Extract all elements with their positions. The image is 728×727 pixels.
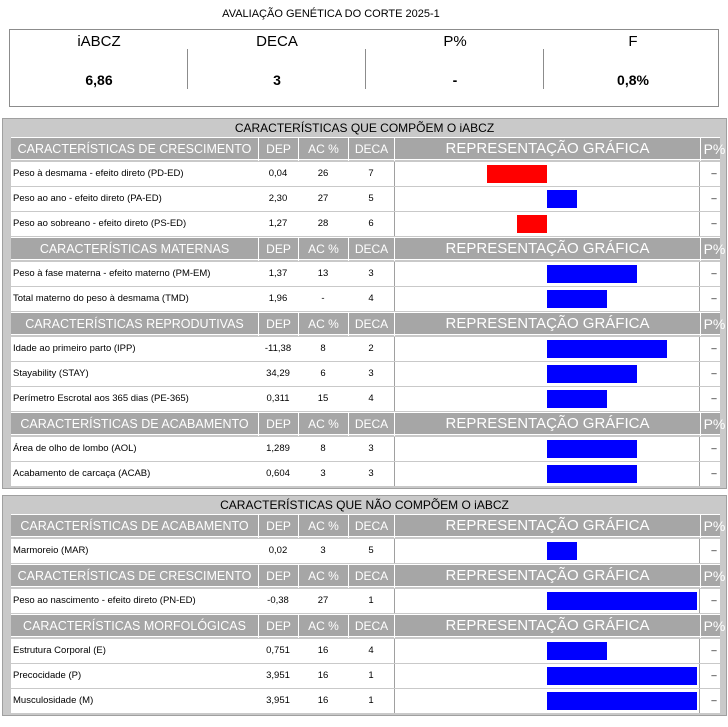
positive-bar [547,390,607,408]
dep-value: 34,29 [266,368,290,379]
column-dep: DEP [258,313,298,336]
table-row [11,387,720,412]
trait-name: Total materno do peso à desmama (TMD) [13,293,189,304]
column-representation: REPRESENTAÇÃO GRÁFICA [394,515,700,538]
column-deca: DECA [348,413,394,436]
deca-value: 1 [368,695,374,706]
graphic-cell [394,462,700,486]
group-title: CARACTERÍSTICAS DE ACABAMENTO [20,417,249,431]
graphic-cell [394,539,700,563]
graphic-cell [394,187,700,211]
ac-value: 16 [317,695,329,706]
trait-name: Acabamento de carcaça (ACAB) [13,468,151,479]
p-value: – [711,645,717,656]
positive-bar [547,642,607,660]
column-ac: AC % [298,615,348,638]
table-row [11,187,720,212]
dep-value: -11,38 [264,343,292,354]
group-title: CARACTERÍSTICAS DE CRESCIMENTO [17,142,252,156]
group-title: CARACTERÍSTICAS DE CRESCIMENTO [17,569,252,583]
group-header [11,137,726,160]
column-ac: AC % [298,313,348,336]
ac-value: - [321,293,325,304]
ac-value: 15 [317,393,329,404]
summary-label: iABCZ [77,33,121,50]
deca-value: 3 [368,368,374,379]
ac-value: 8 [320,443,326,454]
ac-value: 27 [317,595,329,606]
ac-value: 26 [317,168,329,179]
p-value: – [711,670,717,681]
table-row [11,362,720,387]
trait-name: Idade ao primeiro parto (IPP) [13,343,136,354]
dep-value: 1,96 [268,293,288,304]
deca-value: 4 [368,393,374,404]
ac-value: 16 [317,670,329,681]
p-value: – [711,393,717,404]
deca-value: 7 [368,168,374,179]
p-value: – [711,545,717,556]
trait-name: Marmoreio (MAR) [13,545,89,556]
trait-name: Musculosidade (M) [13,695,94,706]
group-title: CARACTERÍSTICAS DE ACABAMENTO [20,519,249,533]
ac-value: 6 [320,368,326,379]
table-row [11,162,720,187]
column-dep: DEP [258,138,298,161]
column-dep: DEP [258,565,298,588]
summary-iabcz [10,30,188,108]
summary-f [544,30,722,108]
graphic-cell [394,589,700,613]
table-row [11,539,720,564]
graphic-cell [394,212,700,236]
deca-value: 1 [368,595,374,606]
positive-bar [547,440,637,458]
section-title: CARACTERÍSTICAS QUE NÃO COMPÕEM O iABCZ [220,498,509,512]
summary-value: - [452,72,458,88]
section-title: CARACTERÍSTICAS QUE COMPÕEM O iABCZ [234,121,495,135]
column-p: P% [700,238,728,261]
column-p: P% [700,313,728,336]
column-p: P% [700,565,728,588]
p-value: – [711,468,717,479]
column-representation: REPRESENTAÇÃO GRÁFICA [394,413,700,436]
column-representation: REPRESENTAÇÃO GRÁFICA [394,313,700,336]
dep-value: 1,27 [268,218,288,229]
trait-name: Peso à fase materna - efeito materno (PM-EM) [13,268,211,279]
negative-bar [517,215,547,233]
positive-bar [547,265,637,283]
table-row [11,437,720,462]
summary-deca [188,30,366,108]
trait-name: Peso à desmama - efeito direto (PD-ED) [13,168,184,179]
dep-value: 0,04 [268,168,288,179]
positive-bar [547,692,697,710]
summary-p [366,30,544,108]
p-value: – [711,268,717,279]
trait-name: Peso ao sobreano - efeito direto (PS-ED) [13,218,187,229]
p-value: – [711,168,717,179]
dep-value: 0,604 [266,468,290,479]
graphic-cell [394,337,700,361]
table-row [11,212,720,237]
column-dep: DEP [258,515,298,538]
ac-value: 27 [317,193,329,204]
dep-value: 1,289 [266,443,290,454]
graphic-cell [394,689,700,713]
p-value: – [711,695,717,706]
positive-bar [547,465,637,483]
deca-value: 5 [368,193,374,204]
deca-value: 1 [368,670,374,681]
column-deca: DECA [348,138,394,161]
group-title: CARACTERÍSTICAS MORFOLÓGICAS [23,619,246,633]
graphic-cell [394,437,700,461]
group-title: CARACTERÍSTICAS MATERNAS [39,242,230,256]
column-representation: REPRESENTAÇÃO GRÁFICA [394,238,700,261]
graphic-cell [394,664,700,688]
graphic-cell [394,287,700,311]
column-ac: AC % [298,238,348,261]
group-header [11,312,726,335]
graphic-cell [394,262,700,286]
ac-value: 16 [317,645,329,656]
page-title: AVALIAÇÃO GENÉTICA DO CORTE 2025-1 [222,8,440,20]
deca-value: 5 [368,545,374,556]
positive-bar [547,340,667,358]
summary-value: 0,8% [617,72,649,88]
summary-label: F [628,33,638,50]
column-p: P% [700,413,728,436]
column-ac: AC % [298,138,348,161]
positive-bar [547,542,577,560]
ac-value: 3 [320,545,326,556]
group-header [11,237,726,260]
deca-value: 3 [368,468,374,479]
dep-value: 0,311 [266,393,290,404]
summary-label: DECA [256,33,298,50]
table-row [11,262,720,287]
ac-value: 28 [317,218,329,229]
positive-bar [547,365,637,383]
trait-name: Perímetro Escrotal aos 365 dias (PE-365) [13,393,189,404]
column-deca: DECA [348,565,394,588]
p-value: – [711,595,717,606]
column-ac: AC % [298,515,348,538]
dep-value: 1,37 [268,268,288,279]
column-ac: AC % [298,413,348,436]
p-value: – [711,368,717,379]
trait-name: Peso ao nascimento - efeito direto (PN-ED) [13,595,196,606]
column-representation: REPRESENTAÇÃO GRÁFICA [394,615,700,638]
deca-value: 4 [368,293,374,304]
column-representation: REPRESENTAÇÃO GRÁFICA [394,138,700,161]
group-header [11,514,726,537]
column-deca: DECA [348,238,394,261]
deca-value: 3 [368,443,374,454]
summary-value: 3 [273,72,281,88]
column-p: P% [700,515,728,538]
table-row [11,462,720,487]
dep-value: -0,38 [267,595,289,606]
column-ac: AC % [298,565,348,588]
table-row [11,589,720,614]
column-dep: DEP [258,615,298,638]
section-2 [2,495,727,716]
positive-bar [547,190,577,208]
graphic-cell [394,387,700,411]
column-deca: DECA [348,515,394,538]
positive-bar [547,290,607,308]
summary-label: P% [443,33,467,50]
positive-bar [547,592,697,610]
column-deca: DECA [348,313,394,336]
column-deca: DECA [348,615,394,638]
p-value: – [711,218,717,229]
column-dep: DEP [258,413,298,436]
graphic-cell [394,162,700,186]
ac-value: 3 [320,468,326,479]
summary-panel [9,29,719,107]
trait-name: Stayability (STAY) [13,368,89,379]
graphic-cell [394,639,700,663]
p-value: – [711,443,717,454]
trait-name: Estrutura Corporal (E) [13,645,106,656]
trait-name: Peso ao ano - efeito direto (PA-ED) [13,193,162,204]
table-row [11,639,720,664]
ac-value: 13 [317,268,329,279]
table-row [11,664,720,689]
deca-value: 4 [368,645,374,656]
ac-value: 8 [320,343,326,354]
dep-value: 0,751 [266,645,290,656]
trait-name: Precocidade (P) [13,670,82,681]
dep-value: 3,951 [266,670,290,681]
column-p: P% [700,138,728,161]
table-row [11,287,720,312]
deca-value: 6 [368,218,374,229]
table-row [11,689,720,714]
group-header [11,614,726,637]
p-value: – [711,193,717,204]
group-title: CARACTERÍSTICAS REPRODUTIVAS [25,317,244,331]
p-value: – [711,293,717,304]
positive-bar [547,667,697,685]
column-dep: DEP [258,238,298,261]
group-header [11,412,726,435]
dep-value: 3,951 [266,695,290,706]
column-representation: REPRESENTAÇÃO GRÁFICA [394,565,700,588]
group-header [11,564,726,587]
dep-value: 0,02 [268,545,288,556]
trait-name: Área de olho de lombo (AOL) [13,443,137,454]
p-value: – [711,343,717,354]
deca-value: 2 [368,343,374,354]
table-row [11,337,720,362]
summary-value: 6,86 [85,72,113,88]
column-p: P% [700,615,728,638]
dep-value: 2,30 [268,193,288,204]
deca-value: 3 [368,268,374,279]
section-1 [2,118,727,489]
negative-bar [487,165,547,183]
graphic-cell [394,362,700,386]
